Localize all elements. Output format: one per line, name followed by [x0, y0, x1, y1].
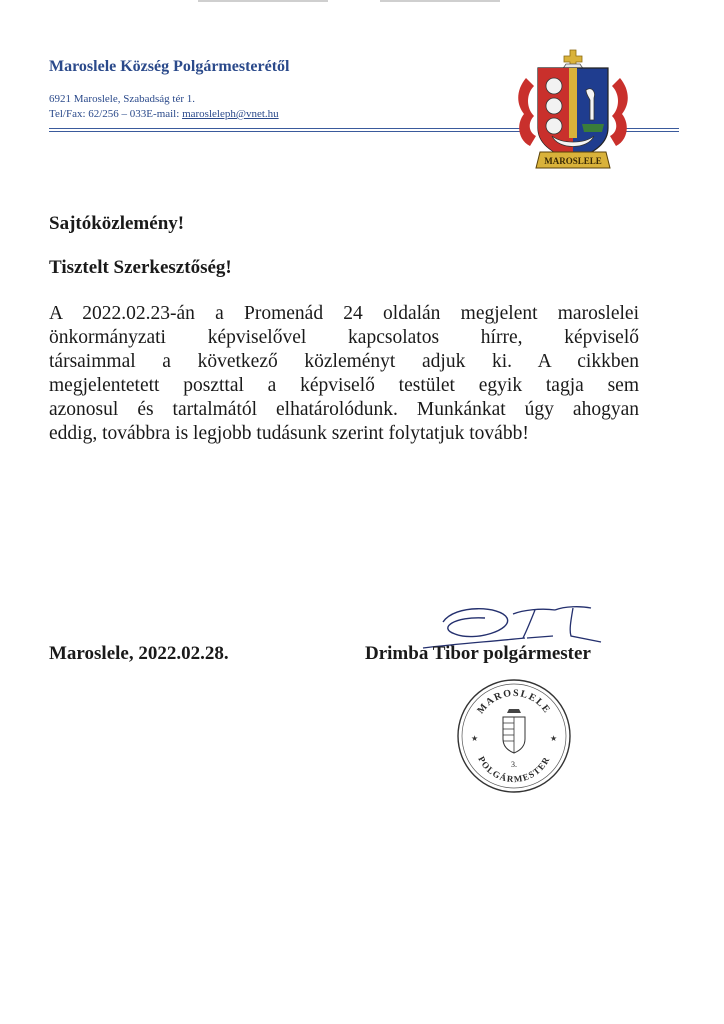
coat-of-arms-icon: [512, 40, 634, 172]
letterhead-title: Maroslele Község Polgármesterétől: [49, 58, 290, 75]
letterhead-email-link[interactable]: marosleleph@vnet.hu: [182, 108, 279, 120]
svg-text:MAROSLELE: MAROSLELE: [475, 687, 553, 717]
svg-text:★: ★: [550, 734, 558, 743]
letterhead-rule: [49, 128, 525, 129]
svg-text:3.: 3.: [511, 760, 517, 769]
body-line: eddig, továbbra is legjobb tudásunk szerint folytatjuk tovább!: [49, 423, 529, 444]
signer-name: Drimba Tibor polgármester: [365, 643, 591, 664]
press-release-title: Sajtóközlemény!: [49, 213, 185, 234]
body-line: megjelentetett poszttal a képviselő testület egyik tagja sem: [49, 375, 639, 396]
scan-edge-mark: [380, 0, 500, 2]
body-line: azonosul és tartalmától elhatárolódunk. Munkánkat úgy ahogyan: [49, 399, 639, 420]
body-line: A 2022.02.23-án a Promenád 24 oldalán megjelent maroslelei: [49, 303, 639, 324]
body-line: társaimmal a következő közleményt adjuk ki. A cikkben: [49, 351, 639, 372]
letterhead-rule: [49, 131, 525, 132]
svg-text:MAROSLELE: MAROSLELE: [544, 156, 602, 166]
letterhead-telfax: Tel/Fax: 62/256 – 033E-mail:: [49, 108, 183, 120]
official-seal-stamp-icon: [455, 677, 573, 795]
letterhead-contact: [49, 108, 279, 120]
salutation: Tisztelt Szerkesztőség!: [49, 257, 232, 278]
svg-text:★: ★: [471, 734, 479, 743]
letterhead-address: 6921 Maroslele, Szabadság tér 1.: [49, 93, 196, 105]
svg-text:POLGÁRMESTER: POLGÁRMESTER: [476, 754, 552, 785]
press-release-body: [49, 302, 639, 446]
scan-edge-mark: [198, 0, 328, 2]
body-line: önkormányzati képviselővel kapcsolatos hírre, képviselő: [49, 327, 639, 348]
place-and-date: Maroslele, 2022.02.28.: [49, 643, 229, 664]
